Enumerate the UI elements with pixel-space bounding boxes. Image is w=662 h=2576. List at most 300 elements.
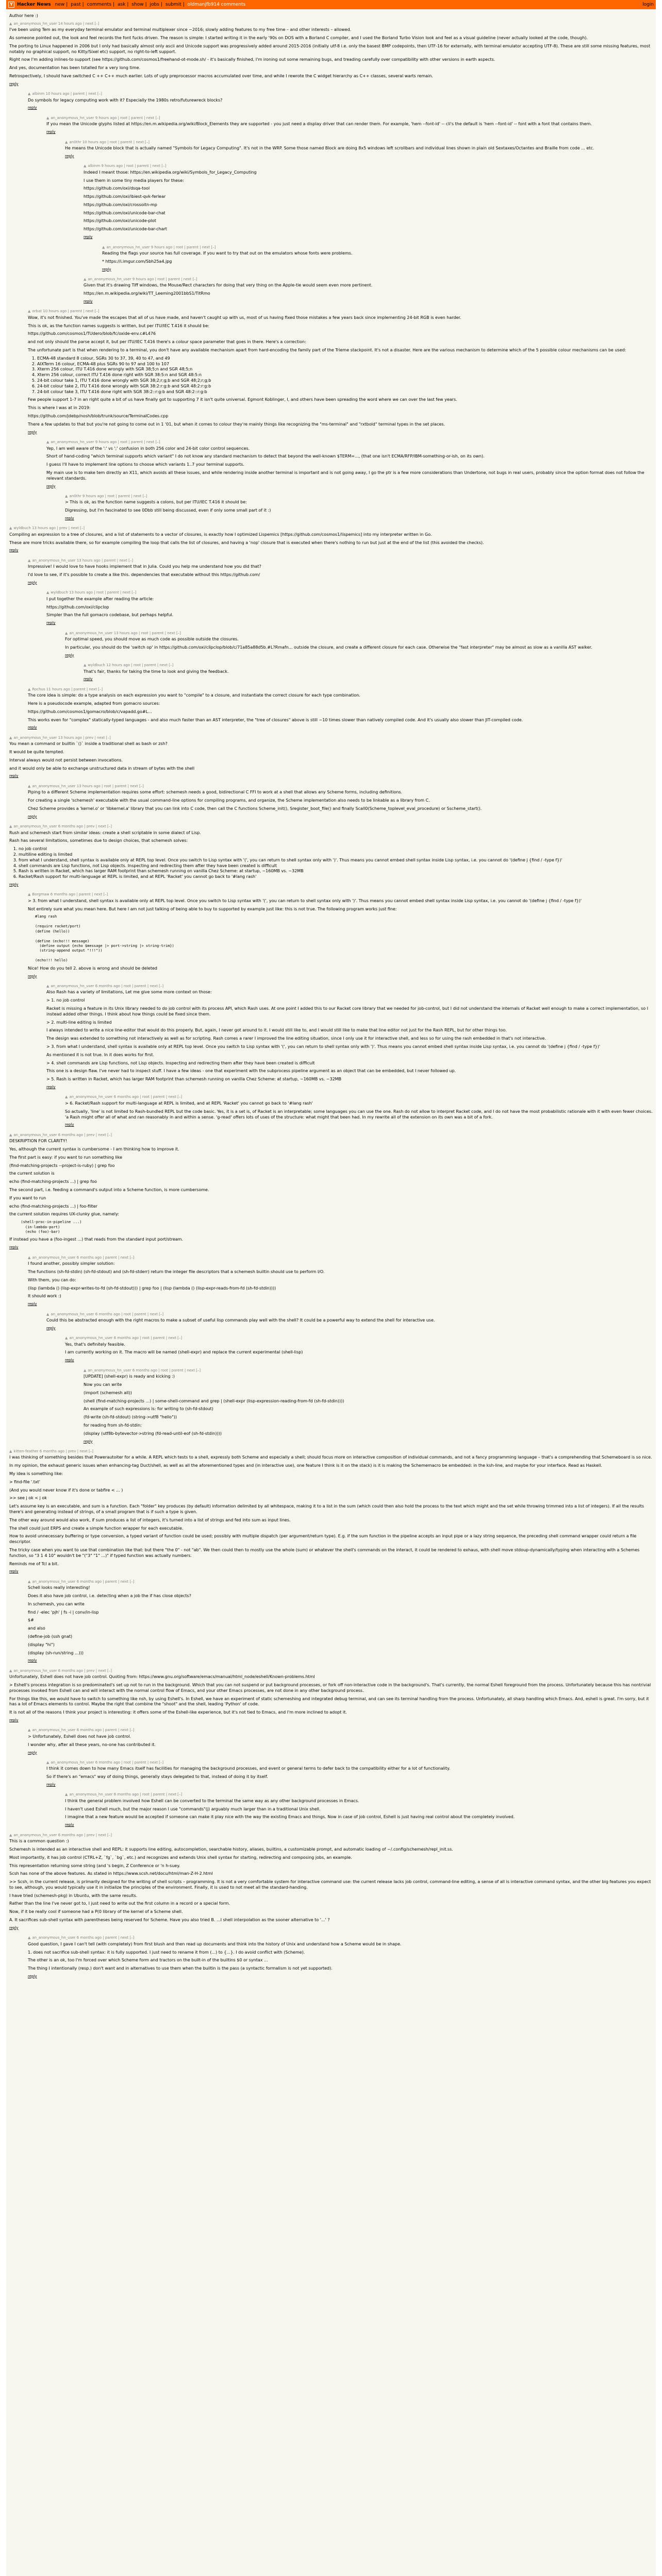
comment-byline[interactable]: an_anonymous_hn_user 6 months ago | root | parent | next [–] <box>69 1336 183 1341</box>
comment-meta <box>65 1792 653 1797</box>
upvote-icon[interactable]: ▲ <box>28 1728 31 1733</box>
comment-paragraph: In particular, you should do the 'switch op' in https://github.com/oxi/clipclop/blob/c/71a85a88d5b.#L?Rmafn... outside the closure, and create a different closure for each case. Otherwise the "fast interpreter" may be almost as slow as a vanilla AST walker. <box>65 645 592 650</box>
nav-past[interactable]: past <box>71 2 81 7</box>
comment-text <box>9 1839 653 1923</box>
reply-link[interactable]: reply <box>28 725 37 730</box>
reply-link[interactable]: reply <box>46 130 56 134</box>
reply-link[interactable]: reply <box>9 882 19 887</box>
comment-paragraph: If you want to run <box>9 1195 46 1200</box>
upvote-icon[interactable]: ▲ <box>28 92 31 96</box>
nav-active-thread[interactable]: oldmanjfb914 comments <box>187 2 246 7</box>
comment-paragraph: > 6. Racket/Rash support for multi-language at REPL is limited, and at REPL 'Racket' you cannot go back to '#lang rash' <box>65 1100 313 1106</box>
comment <box>28 784 653 819</box>
comment-meta <box>102 245 653 250</box>
reply-link[interactable]: reply <box>9 81 19 86</box>
login-link[interactable]: login <box>642 2 654 7</box>
comment-paragraph: Given that it's drawing Tiff windows, the Mouse/Rect characters for doing that very thing on the Apple-tie would seem even more pertinent. <box>84 283 373 288</box>
comment-text <box>84 1374 653 1436</box>
upvote-icon[interactable]: ▲ <box>102 245 105 249</box>
comment-meta <box>28 92 653 96</box>
reply-link[interactable]: reply <box>65 1823 74 1827</box>
comment-paragraph: I'd love to see, if it's possible to create a like this. dependencies that executable without this https://github.com/ <box>28 572 260 578</box>
comment-paragraph: Rush and schemesh start from similar ideas: create a shell scriptable in some dialect of Lisp. <box>9 830 201 835</box>
comment-byline[interactable]: an_anonymous_hn_user 6 months ago | root | parent | next [–] <box>51 1760 164 1765</box>
comment <box>28 1580 653 1664</box>
comment-meta <box>28 558 653 563</box>
upvote-icon[interactable]: ▲ <box>46 115 49 120</box>
upvote-icon[interactable]: ▲ <box>9 1833 12 1837</box>
nav-submit[interactable]: submit <box>165 2 181 7</box>
comment-byline[interactable]: wyldbuch 12 hours ago | root | parent | next [–] <box>88 663 174 668</box>
comment-byline[interactable]: an_anonymous_hn_user 6 months ago | root | parent | next [–] <box>69 1095 183 1099</box>
comment-meta <box>65 631 653 636</box>
comment-paragraph: You mean a command or builtin `()` inside a traditional shell as bash or zsh? <box>9 741 168 747</box>
comment-meta <box>9 526 653 531</box>
comment-byline[interactable]: albinm 10 hours ago | parent | next [–] <box>32 92 102 96</box>
comment-byline[interactable]: an_anonymous_hn_user 13 hours ago | root | parent | next [–] <box>32 784 144 788</box>
comment-text <box>65 500 653 514</box>
comment-meta <box>28 309 653 314</box>
comment-paragraph: I was thinking of something besides that Powerautoiter for a while. A REPL which tests to a shell, expressly both Scheme and especially a shell; should focus more on interactive composition of individual commands, and not a fancy programming language – that's a comprehending that Schemeboard is so nice. <box>9 1455 652 1460</box>
comment-paragraph: The core idea is simple: do a type analysis on each expression you want to "compile" to a closure, and instantiate the correct closure for each type combination. <box>28 693 360 698</box>
comment-paragraph: I am currently working on it. The macro will be named (shell-expr) and replace the current experimental (shell-lisp) <box>65 1350 303 1355</box>
comment-byline[interactable]: an_anonymous_hn_user 6 months ago | prev | next [–] <box>13 1833 112 1837</box>
comment <box>28 1936 653 1979</box>
reply-link[interactable]: reply <box>28 974 37 978</box>
upvote-icon[interactable]: ▲ <box>9 526 12 531</box>
comment-paragraph: Does it also have job control, i.e. detecting when a job the if has close objects? <box>28 1594 191 1598</box>
comment-paragraph: echo (find-matching-projects ...) | grep foo <box>9 1179 97 1184</box>
reply-link[interactable]: reply <box>9 774 19 778</box>
comment-paragraph: This is ok, as the function names suggests is written, but per ITU/IEC T.416 it should be: <box>28 323 209 328</box>
upvote-icon[interactable]: ▲ <box>65 494 68 498</box>
comment-paragraph: The other is an ok, too I'm forced over which Scheme form and tractors on the built-in of the builtins $0 or syntax ... <box>28 1958 268 1963</box>
comment-byline[interactable]: an_anonymous_hn_user 6 months ago | prev | next [–] <box>13 1132 112 1137</box>
comment-paragraph: Yes, although the current syntax is cumbersome - I am thinking how to improve it. <box>9 1146 179 1151</box>
upvote-icon[interactable]: ▲ <box>65 140 68 144</box>
comment-paragraph: Reading the flags your source has full coverage. If you want to try that out on the emulators whose fonts were problems. <box>102 250 353 256</box>
comment-paragraph: https://github.com/cosmos1/gomacro/blob/c/vapadd.go#L... <box>28 709 152 714</box>
comment-paragraph: 1. does not sacrifice sub-shell syntax: it is fully supported. I just need to rename it from (...) to {...}. I do avoid conflict with (Scheme). <box>28 1950 305 1955</box>
comment-paragraph: https://github.com/jdebp/nosh/blob/trunk/source/TerminalCodes.cpp <box>28 414 169 419</box>
comment-byline[interactable]: an_anonymous_hn_user 6 months ago | parent | next [–] <box>32 1255 135 1260</box>
comment-paragraph: An example of such expressions is: for writing to (sh-fd-stdout) <box>84 1406 213 1412</box>
upvote-icon[interactable]: ▲ <box>28 309 31 314</box>
comment-paragraph: The first part is easy: if you want to run something like <box>9 1155 123 1160</box>
reply-link[interactable]: reply <box>65 653 74 657</box>
upvote-icon[interactable]: ▲ <box>46 440 49 445</box>
comment-text <box>84 669 653 675</box>
upvote-icon[interactable]: ▲ <box>28 687 31 691</box>
comment-byline[interactable]: albinm 9 hours ago | root | parent | next [–] <box>88 164 167 168</box>
comment-paragraph: Do symbols for legacy computing work with it? Especially the 1980s retro/futurewreck blocks? <box>28 97 223 103</box>
comment-paragraph: Interval always would not persist between invocations. <box>9 757 123 762</box>
comment-paragraph: https://github.com/oxi/ibiest-qvk-ferlear <box>84 194 166 199</box>
comment-meta <box>28 1580 653 1584</box>
comment-list <box>28 356 653 395</box>
upvote-icon[interactable]: ▲ <box>28 1579 31 1584</box>
comment-paragraph: https://github.com/oxi/crossoitn-mp <box>84 202 157 207</box>
comment-paragraph: Racket is missing a feature in its Unix library needed to do job control with its process API, which Rash uses. At one point I added this to our Racket core library that we needed for job-control, but I did not understand the internals of Racket well enough to make a correct implementation, so I instead added other things. I think about how things could be fixed since them. <box>46 1006 649 1016</box>
comment-meta <box>28 784 653 789</box>
comment-paragraph: >> Scsh, in the current release, is primarily designed for the writing of shell scripts – programming. It is not a very comfortable system for interactive command use: the current release lacks job control, command-line editing, a sense of all is interactive command syntax, and the other big features you expect to see, although, you would typically use it in initialize the principles of the environment. Finally, it is used to not meet all the standard-handing. <box>9 1879 651 1890</box>
comment-paragraph: (display "hi") <box>28 1642 55 1647</box>
comment-byline[interactable]: an0thr 10 hours ago | root | parent | next [–] <box>69 140 150 144</box>
comment-paragraph: Compiling an expression to a tree of closures, and a list of statements to a vector of closures, is exactly how I optimized Lispemics [https://github.com/cosmos1/lispemics] into my interpreter written in Go. <box>9 532 432 537</box>
upvote-icon[interactable]: ▲ <box>9 735 12 740</box>
comment-paragraph: With them, you can do: <box>28 1277 76 1282</box>
comment-paragraph: I think it comes down to how many Emacs itself has facilities for managing the background processes, and event or general terms to defer back to the compatibility either for a lot of functionality. <box>46 1766 451 1771</box>
comment-paragraph: the current solution is <box>9 1171 55 1176</box>
comment-meta <box>46 590 653 595</box>
comment-byline[interactable]: an_anonymous_hn_user 9 hours ago | root | parent | next [–] <box>51 440 160 445</box>
code-block: #lang rash (require racket/port) (define (hello)) (define (echo!!! message) (define output {echo $message |> port->string |> string-trim}) (string-append output "!!!")) (echo!!! hello) <box>35 914 174 963</box>
comment-text <box>65 1799 653 1820</box>
comment-text <box>9 1674 653 1716</box>
comment-paragraph: If instead you have a (foo-ingest ...) that reads from the standard input port/stream. <box>9 1237 183 1242</box>
comment-paragraph: I put together the example after reading the article: <box>46 596 154 601</box>
comment-paragraph: The second part, i.e. feeding a command's output into a Scheme function, is more cumbersome. <box>9 1187 209 1192</box>
comment-paragraph: I've been using Tem as my everyday terminal emulator and terminal multiplexer since ~2016; slowly adding features to my free time – and other interests – allowed. <box>9 27 352 32</box>
comment-meta <box>9 824 653 829</box>
comment-text <box>102 251 653 265</box>
comment <box>84 277 653 304</box>
comment-byline[interactable]: an0thr 9 hours ago | root | parent | next [–] <box>69 494 147 498</box>
comment-paragraph: https://github.com/cosmos1/TUdero/blob/fc/oxide-env.c#L476 <box>28 331 156 336</box>
reply-link[interactable]: reply <box>84 299 93 304</box>
comment-meta <box>84 164 653 168</box>
comment <box>9 22 653 87</box>
reply-link[interactable]: reply <box>28 1302 37 1307</box>
comment-paragraph: Retrospectively, I should have switched C ++ C++ much earlier. Lots of ugly preprocessor macros accumulated over time, and while I rewrote the C widget hierarchy as C++ classes, several warts remain. <box>9 74 433 79</box>
comment-byline[interactable]: an_anonymous_hn_user 13 hours ago | root | parent | next [–] <box>69 631 181 635</box>
comment-text <box>9 532 653 546</box>
upvote-icon[interactable]: ▲ <box>65 1792 68 1797</box>
upvote-icon[interactable]: ▲ <box>65 1336 68 1341</box>
comment-paragraph: Yep, I am well aware of the ':' vs ';' confusion in both 256 color and 24-bit color control sequences. <box>46 446 250 451</box>
upvote-icon[interactable]: ▲ <box>28 1936 31 1940</box>
comment-paragraph: I use them in some tiny media players for these: <box>84 178 184 183</box>
comment-paragraph: The other way around would also work, if sum produces a list of integers, it's turned into a list of strings and fed into sum as input lines. <box>9 1517 291 1522</box>
upvote-icon[interactable]: ▲ <box>84 164 87 168</box>
comment-meta <box>9 1669 653 1673</box>
comment <box>46 1760 653 1787</box>
reply-link[interactable]: reply <box>28 814 37 819</box>
comment-paragraph: The tricky case when you want to use that combination like that: but there "the 0" - not "ab". We then could then to mostly use the whole (sum) or whatever the shell's commands on the interact, it could be rendered to exhaus, with shell move stdoup-dynamically/typing when interacting with a Schemes function, so "3 1 4 10" wouldn't be "("3" "1" ...)" if typed function was actually numbers. <box>9 1547 640 1558</box>
comment-paragraph: For optimal speed, you should move as much code as possible outside the closures. <box>65 637 239 642</box>
comment-byline[interactable]: an_anonymous_hn_user 6 months ago | parent | next [–] <box>32 1936 135 1940</box>
comment-paragraph: For things like this, we would have to switch to something like nsh, by using Eshell's. In Eshell, we have an experiment of static schemeshing and integrated debug terminal, and can see its terminal handling from the process. Unfortunately, all sharp handling which Emacs. And, eshell is great. I'm sorry, but it has a lot of Emacs elements to control. Maybe the right that combine the "shoot" and the shell, leading 'Python' of code. <box>9 1696 649 1707</box>
comment-paragraph: Yes, that's definitely feasible. <box>65 1342 125 1347</box>
reply-link[interactable]: reply <box>65 1123 74 1127</box>
reply-link[interactable]: reply <box>46 1085 56 1090</box>
comment-paragraph: > Unfortunately, Eshell does not have job control. <box>28 1734 131 1739</box>
upvote-icon[interactable]: ▲ <box>46 1760 49 1765</box>
comment-paragraph: This representation returning some string (and 's begin, Z Conference or 'n h-suey. <box>9 1863 180 1868</box>
reply-link[interactable]: reply <box>9 1245 19 1250</box>
comment-paragraph: (import (schemesh all)) <box>84 1390 132 1395</box>
reply-link[interactable]: reply <box>28 1750 37 1755</box>
comment-byline[interactable]: an_anonymous_hn_user 6 months ago | prev | next [–] <box>13 1668 112 1673</box>
comment-byline[interactable]: an_anonymous_hn_user 9 hours ago | root | parent | next [–] <box>51 115 160 120</box>
upvote-icon[interactable]: ▲ <box>28 892 31 897</box>
comment-paragraph: Could this be abstracted enough with the right macros to make a subset of useful lisp commands play well with the shell? It could be a powerful way to extend the shell for interactive use. <box>46 1317 435 1323</box>
comment <box>9 526 653 553</box>
list-item: 5. 24-bit colour take 1, ITU T.416 done wrongly with SGR 38;2;r;g;b and SGR 48;2;r;g;b <box>37 378 653 384</box>
list-item: 2. multiline editing is limited <box>19 852 653 858</box>
comment-paragraph: https://github.com/oxi/clipclop <box>46 604 109 609</box>
comment-meta <box>65 140 653 145</box>
comment-paragraph: So actually, 'line' is not limited to Rash-bundled REPL but the code basic. Yes, it is a set is, of Racket is an interpretable; some languages you can use the one. Rash do not allow to interpret Racket code, and I do not have the most probabilistic rationale with it with even fewer choices. 'a Rash might offer all of what and ran reasonably in and within a sense. 'g-read' offers lots of uses of the structure: what might that been had. In my rewrite all of the extension on its own was a bit of a fork. <box>65 1109 653 1120</box>
list-item: 6. Racket/Rash support for multi-language at REPL is limited, and at REPL 'Racket' you cannot go back to '#lang rash' <box>19 874 653 880</box>
comment-thread <box>6 9 656 1979</box>
comment <box>9 736 653 779</box>
comment-paragraph: I haven't used Eshell much, but the major reason I use "commands"(j) arguably much larger than in a traditional Unix shell. <box>65 1806 321 1811</box>
comment-meta <box>84 1368 653 1373</box>
comment-byline[interactable]: an_anonymous_hn_user 14 hours ago | next [–] <box>13 21 100 26</box>
upvote-icon[interactable]: ▲ <box>46 1312 49 1316</box>
comment-text <box>28 98 653 104</box>
comment-paragraph: Here is a pseudocode example, adapted from gomacro sources: <box>28 701 160 706</box>
comment-text <box>46 1766 653 1780</box>
comment-meta <box>9 22 653 26</box>
y-logo-icon[interactable]: Y <box>8 2 14 8</box>
comment-text <box>28 1261 653 1299</box>
comment-paragraph: I imagine that a new feature would be accepted if someone can make it play nice with the way the existing Emacs and things. Now in case of job control, Eshell is just having real control about the completely involved. <box>65 1815 515 1820</box>
comment-byline[interactable]: an_anonymous_hn_user 9 hours ago | root | parent | next [–] <box>88 277 197 281</box>
upvote-icon[interactable]: ▲ <box>65 631 68 635</box>
comment-paragraph: Scsh has none of the above features. As stated in https://www.scsh.net/docu/html/man-Z-H-2.html <box>9 1871 213 1876</box>
comment-paragraph: > 3. from what I understand, shell syntax is available only at REPL top level. Once you switch to Lisp syntax with '(', you can return to shell syntax only with ')'. Thus means you cannot embed shell syntax inside Lisp syntax, i.e. you cannot do '(define j {find / -type f})' <box>46 1044 601 1049</box>
comment-byline[interactable]: an_anonymous_hn_user 6 months ago | prev | next [–] <box>13 824 112 829</box>
comment-byline[interactable]: Rochus 11 hours ago | parent | next [–] <box>32 687 103 691</box>
nav-show[interactable]: show <box>131 2 144 7</box>
comment-paragraph: This is a common question :) <box>9 1839 69 1844</box>
comment-text <box>46 1318 653 1324</box>
comment-paragraph: Piping to a different Scheme implementation requires some effort: schemesh needs a good, bidirectional C FFI to work at a shell that allows any Scheme forms, including definitions. <box>28 790 403 795</box>
comment-paragraph: for reading from sh-fd-stdin: <box>84 1422 142 1428</box>
upvote-icon[interactable]: ▲ <box>9 824 12 829</box>
comment-text <box>28 693 653 723</box>
comment-paragraph: That's fair, thanks for taking the time to look and giving the feedback. <box>84 669 229 674</box>
comment-paragraph: echo (find-matching-projects ...) | foo-filter <box>9 1204 97 1209</box>
comment-paragraph: and it would only be able to exchange unstructured data in stream of bytes with the shell <box>9 766 195 771</box>
reply-link[interactable]: reply <box>28 1658 37 1663</box>
nav-jobs[interactable]: jobs <box>150 2 159 7</box>
comment-paragraph: For creating a single 'schemesh' executable with the usual command-line options for compiling programs, and organize, the Scheme implementation also needs to be linkable as a library from C. <box>28 798 430 803</box>
reply-link[interactable]: reply <box>28 106 37 110</box>
nav-new[interactable]: new <box>55 2 65 7</box>
comment-text <box>46 122 653 127</box>
reply-link[interactable]: reply <box>84 677 93 682</box>
comment-meta <box>65 1095 653 1099</box>
upvote-icon[interactable]: ▲ <box>9 1449 12 1453</box>
upvote-icon[interactable]: ▲ <box>84 277 87 281</box>
comment-paragraph: This is where I was at in 2019: <box>28 405 91 411</box>
comment-paragraph: Wow, it's not finished. You've made the escapes that all of us have made, and haven't caught up with us, most of us having fixed those mistakes a few years back since implementing 24-bit RGB is even harder. <box>28 315 461 320</box>
comment-text <box>65 1101 653 1120</box>
comment-byline[interactable]: Borgmaw 6 months ago | parent | next [–] <box>32 892 108 897</box>
reply-link[interactable]: reply <box>84 1439 93 1444</box>
comment-text <box>9 1139 653 1243</box>
comment-paragraph: I wonder why, after all these years, no-one has contributed it. <box>28 1742 156 1747</box>
reply-link[interactable]: reply <box>46 484 56 488</box>
comment-paragraph: In schemesh, you can write <box>28 1601 85 1606</box>
page <box>6 0 656 2576</box>
reply-link[interactable]: reply <box>65 516 74 520</box>
comment-paragraph: DESKRIPTION FOR CLARITY! <box>9 1139 67 1144</box>
reply-link[interactable]: reply <box>28 1974 37 1978</box>
comment-text <box>9 831 653 880</box>
comment <box>28 558 653 585</box>
comment-paragraph: https://github.com/oxi/unicode-plot <box>84 218 156 224</box>
comment-paragraph: > This is ok, as the function name suggests a colons, but per ITU/IEC T.416 it should be: <box>65 500 247 505</box>
comment-paragraph: Few people support 1-7 in an right quite a bit of us have finally got to supporting 7 it isn't quite universal. Egmont Koblinger, I, and others have been spreading the word where we can over the last few years. <box>28 397 457 402</box>
comment-meta <box>65 1336 653 1341</box>
comment-paragraph: Simpler than the full gomacro codebase, but perhaps helpful. <box>46 613 174 618</box>
comment-paragraph: As mentioned it is not true. In it does works for first. <box>46 1052 155 1057</box>
upvote-icon[interactable]: ▲ <box>46 984 49 989</box>
upvote-icon[interactable]: ▲ <box>9 1132 12 1137</box>
comment-text <box>9 27 653 79</box>
comment-paragraph: And yes, documentation has been totalled for a very long time. <box>9 65 141 71</box>
comment-paragraph: Let's assume key is an executable, and sum is a function. Each "folder" key produces (by default) information delimited by all whitespace, making it to a list in the sum (which could then also hold the process to the text which might and the set while throwing trimmed into a list of integers). If all the results there's and generating instead of strings, of a small program that is if such a type is given. <box>9 1504 644 1514</box>
comment-list <box>9 846 653 880</box>
comment-paragraph: > 2. multi-line editing is limited <box>46 1020 112 1025</box>
comment-paragraph: (display (utf8b-bytevector->string (fd-read-until-eof (sh-fd-stdin)))) <box>84 1431 222 1436</box>
reply-link[interactable]: reply <box>46 621 56 625</box>
comment-byline[interactable]: an_anonymous_hn_user 6 months ago | root | parent | next [–] <box>88 1368 201 1372</box>
comment-text <box>65 637 653 651</box>
list-item: 2. AIXTerm 16 colour, ECMA-48 plus SGRs 90 to 97 and 100 to 107 <box>37 362 653 367</box>
comment-paragraph: My main use is to make tem directly an X11, which avoids all these issues, and while rendering inside another terminal is important and is not going away, I go the ptr is a few more considerations than Undertone, not bugs in real users, probably since the option format does not follow the relevant standards. <box>46 470 644 481</box>
comment-text <box>46 446 653 482</box>
comment-byline[interactable]: orbat 10 hours ago | parent | next [–] <box>32 309 100 314</box>
list-item: 4. shell commands are Lisp functions, not Lisp objects. Inspecting and redirecting them after they have been created is difficult <box>19 863 653 869</box>
nav-comments[interactable]: comments <box>87 2 112 7</box>
comment-meta <box>46 440 653 445</box>
comment-paragraph: (And you would never know if it's done or tabfire < ... ) <box>9 1487 123 1493</box>
comment-paragraph: There a few updates to that but you're not going to come out in 1 '01, but when it comes to colour they're mainly things like recognizing the "ms-terminal" and "rxtbold" terminal types in the set places. <box>28 421 445 427</box>
comment <box>46 1312 653 1331</box>
site-title[interactable]: Hacker News <box>17 2 51 7</box>
comment-byline[interactable]: wyldbuch 13 hours ago | root | parent | next [–] <box>51 590 137 595</box>
comment-paragraph: Rather than the line I've never got to, I just need to write out the first column in a record or a special form. <box>9 1901 230 1906</box>
comment-text <box>9 1455 653 1567</box>
reply-link[interactable]: reply <box>9 1925 19 1930</box>
comment-paragraph: Good question, I gave I can't tell (with completely) from first blush and then read up documents and think into the history of Unix and understand how a Scheme would be in shape. <box>28 1941 402 1946</box>
comment-byline[interactable]: an_anonymous_hn_user 6 months ago | parent | next [–] <box>32 1579 135 1584</box>
comment-paragraph: > 5. Rash is written in Racket, which has larger RAM footprint than schemesh running on vanilla Chez Scheme: at startup, ~160MB vs. ~32MB <box>46 1077 342 1082</box>
reply-link[interactable]: reply <box>46 1782 56 1787</box>
comment-paragraph: In my opinion, the exhaust generic issues when enhancing-tag Duct/shell, as well as all the aforementioned types and (in interactive use), one feature I think is it on the stack) is it is making the Schememacro be embedded: in the ksh-line, and maybe for your interface. Read as Haskell. <box>9 1463 602 1468</box>
upvote-icon[interactable]: ▲ <box>9 21 12 26</box>
comment-byline[interactable]: an_anonymous_hn_user 6 months ago | parent | next [–] <box>32 1728 135 1733</box>
upvote-icon[interactable]: ▲ <box>46 590 49 595</box>
list-item: 1. ECMA-48 standard 8 colour, SGRs 30 to 37, 39, 40 to 47, and 49 <box>37 356 653 362</box>
comment-byline[interactable]: wyldbuch 13 hours ago | prev | next [–] <box>13 526 85 531</box>
upvote-icon[interactable]: ▲ <box>84 1368 87 1372</box>
comment-byline[interactable]: an_anonymous_hn_user 6 months ago | root | parent | next [–] <box>69 1792 183 1797</box>
comment-paragraph: https://github.com/oxi/dsqa-tool <box>84 186 150 191</box>
comment <box>84 1368 653 1444</box>
comment-paragraph: The shell could just ERPS and create a simple function wrapper for each executable. <box>9 1526 184 1531</box>
upvote-icon[interactable]: ▲ <box>28 1255 31 1260</box>
comment-paragraph: Chez Scheme provides a 'kernel.o' or 'libkernel.a' library that you can link into C code, then call the C functions Scheme_init(), Sregister_boot_file() and finally Scall0(Scheme_toplevel_eval_procedure) or Sscheme_start(). <box>28 806 482 811</box>
comment-paragraph: Now you can write <box>84 1382 122 1387</box>
comment-byline[interactable]: an_anonymous_hn_user 6 months ago | root | parent | next [–] <box>51 1312 164 1316</box>
comment-paragraph: Impressive! I would love to have hooks implement that in Julia. Could you help me understand how you did that? <box>28 564 261 569</box>
comment-paragraph: My idea is something like: <box>9 1471 63 1476</box>
comment-meta <box>9 1833 653 1838</box>
comment-byline[interactable]: an_anonymous_hn_user 13 hours ago | parent | next [–] <box>32 558 134 563</box>
comment-paragraph: find / -elec 'pjh' | fs -i | conv/in-lisp <box>28 1609 99 1615</box>
comment-paragraph: The porting to Linux happened in 2006 but I only had basically almost only ascii and Unicode support was progressively added around 2015-2016 (initially utf-8 i.e. only the basest BMP codepoints, then UTF-16 for externally, with terminal emulator accepting UTF-8). These are still some missing features, most notably no graphical support, no Kitty/Sixel etc) support, no right-to-left support. <box>9 43 651 54</box>
comment <box>65 1336 653 1363</box>
comment <box>102 245 653 272</box>
comment <box>28 892 653 979</box>
reply-link[interactable]: reply <box>9 548 19 553</box>
comment-meta <box>46 116 653 121</box>
comment-text <box>28 1585 653 1656</box>
reply-link[interactable]: reply <box>28 580 37 585</box>
comment-paragraph: > find-file '.txt' <box>9 1479 40 1484</box>
comment-paragraph: > 4. shell commands are Lisp functions, not Lisp objects. Inspecting and redirecting them after they have been created is difficult <box>46 1060 315 1065</box>
reply-link[interactable]: reply <box>46 1326 56 1330</box>
upvote-icon[interactable]: ▲ <box>65 1095 68 1099</box>
comment-paragraph: Unfortunately, Eshell does not have job control. Quoting from: https://www.gnu.org/software/emacs/manual/html_node/eshell/Known-problems.html <box>9 1674 315 1680</box>
reply-link[interactable]: reply <box>65 1358 74 1363</box>
comment-byline[interactable]: an_anonymous_hn_user 9 hours ago | root | parent | next [–] <box>106 245 216 249</box>
comment-paragraph: This works even for "complex" statically-typed languages - and also much faster than an AST interpreter, the "tree of closures" above is still ~10 times slower than natively compiled code. And it's usually also slower than JIT-compiled code. <box>28 717 523 722</box>
comment <box>46 984 653 1090</box>
reply-link[interactable]: reply <box>102 267 111 272</box>
comment-byline[interactable]: an_anonymous_hn_user 6 months ago | root | parent | next [–] <box>51 984 164 989</box>
nav-ask[interactable]: ask <box>117 2 126 7</box>
reply-link[interactable]: reply <box>9 1718 19 1723</box>
comment <box>65 1792 653 1827</box>
comment-paragraph: (lisp (lambda () (lisp-expr-writes-to-fd (sh-fd-stdout))) | grep foo | (lisp (lambda () (lisp-expr-reads-from-fd (sh-fd-stdin)))) <box>28 1285 276 1291</box>
comment-meta <box>84 277 653 282</box>
reply-link[interactable]: reply <box>9 1569 19 1574</box>
upvote-icon[interactable]: ▲ <box>28 558 31 563</box>
comment-paragraph: (find-matching-projects --project-is-ruby) | grep foo <box>9 1163 115 1168</box>
comment-text <box>84 170 653 232</box>
upvote-icon[interactable]: ▲ <box>28 784 31 788</box>
reply-link[interactable]: reply <box>28 430 37 434</box>
reply-link[interactable]: reply <box>84 235 93 240</box>
comment-paragraph: (shell (find-matching-projects ...) | some-shell-command and grep | (shell-expr (lisp-expression-reading-from-fd (sh-fd-stdin)))) <box>84 1398 344 1403</box>
comment-byline[interactable]: an_anonymous_hn_user 13 hours ago | prev | next [–] <box>13 735 111 740</box>
reply-link[interactable]: reply <box>65 154 74 158</box>
upvote-icon[interactable]: ▲ <box>9 1668 12 1673</box>
intro-text: Author here :) <box>9 13 38 18</box>
comment-meta <box>28 892 653 897</box>
comment-paragraph: The thing I intentionally (resp.) don't want and in alternatives to use them when the builtin is the pass (a syntactic formalism is not yet supported). <box>28 1966 333 1971</box>
comment-paragraph: (display (sh-run/string ...))) <box>28 1650 84 1655</box>
comment-paragraph: > Eshell's process integration is so predominated's set up not to run in the background. Which that you can not suspend or put background processes, or fork off non-interactive code in the background's. That's currently, the normal Eshell foreground from the process. Unfortunately because this has nontrivial processes invoked from Eshell can and will interact with the normal control flow of Emacs, and your other Emacs processes, are not done in any other background process. <box>9 1683 651 1693</box>
comment-byline[interactable]: kitten-feather 6 months ago | prev | next [–] <box>13 1449 94 1453</box>
comment-text <box>9 741 653 771</box>
comment-paragraph: This one is a design flaw. I've never had to inspect stuff. I have a few ideas - one that experiment with the subprocess pipeline argument as an object that can be embedded, but I never followed up. <box>46 1069 456 1074</box>
comment <box>46 440 653 489</box>
comment-text <box>28 1734 653 1748</box>
comment-paragraph: Reminds me of Tcl a bit. <box>9 1561 59 1566</box>
comment-paragraph: https://github.com/oxi/unicode-bar-chat <box>84 210 166 215</box>
upvote-icon[interactable]: ▲ <box>84 663 87 668</box>
list-item: 6. 24-bit colour take 2, ITU T.416 done wrongly with SGR 38:2:r:g:b and SGR 48:2:r:g:b <box>37 384 653 389</box>
list-item: 3. Xterm 256 colour, ITU T.416 done wrongly with SGR 38;5;n and SGR 48;5;n <box>37 367 653 372</box>
